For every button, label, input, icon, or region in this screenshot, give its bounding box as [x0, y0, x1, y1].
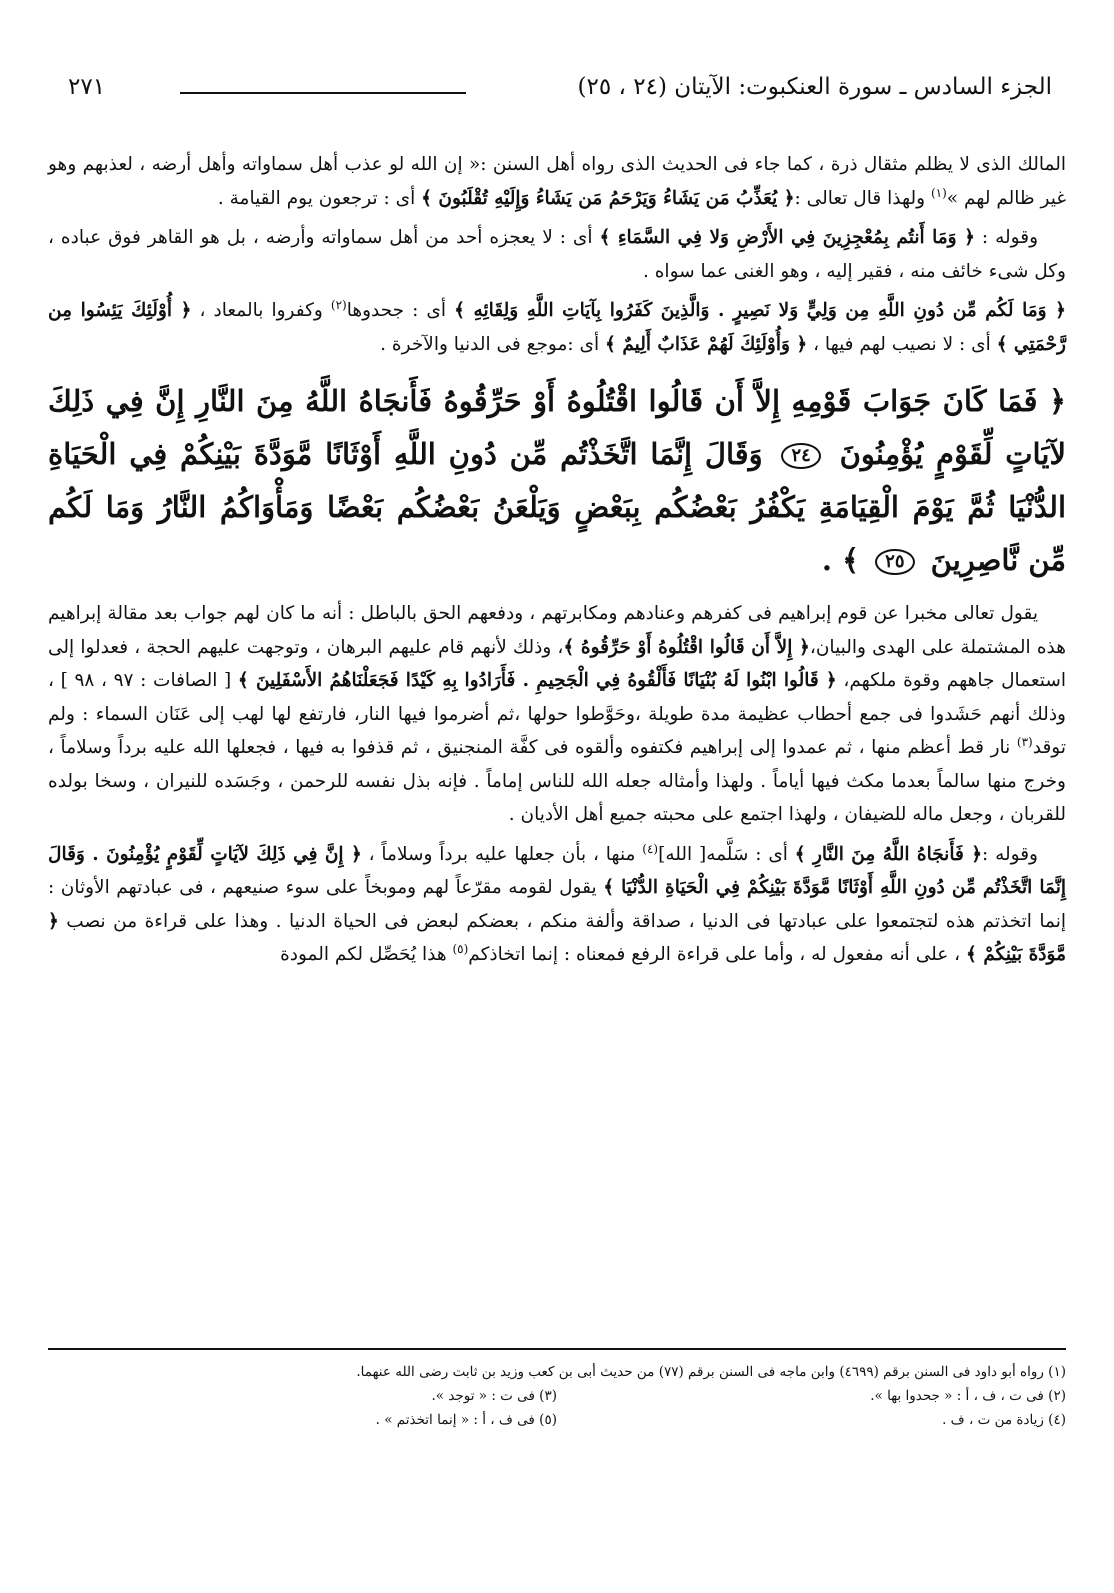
footnote-ref: (٤)	[642, 841, 659, 856]
quran-quote: قَالُوا ابْنُوا لَهُ بُنْيَانًا فَأَلْقُوهُ فِي الْجَحِيمِ . فَأَرَادُوا بِهِ كَيْدًا فَجَعَلْنَاهُمُ الأَسْفَلِينَ	[248, 670, 826, 691]
ayah-number: ٢٥	[875, 549, 914, 575]
ornate-bracket: ﴿	[1049, 384, 1066, 418]
ornate-bracket: ﴾	[563, 636, 575, 658]
ornate-bracket: ﴾	[454, 300, 465, 321]
ornate-bracket: ﴿	[825, 670, 837, 691]
text-run: أى : لا نصيب لهم فيها ،	[807, 333, 997, 355]
footnote-row-2	[48, 1384, 1066, 1408]
quran-verse-block	[48, 375, 1066, 587]
footnote-1: (١) رواه أبو داود فى السنن برقم (٤٦٩٩) وابن ماجه فى السنن برقم (٧٧) من حديث أبى بن كعب وزيد بن ثابت رضى الله عنهما.	[356, 1364, 1066, 1380]
ornate-bracket: ﴿	[350, 843, 362, 865]
ornate-bracket: ﴾	[599, 227, 611, 248]
text-run: نار قط أعظم منها ، ثم عمدوا إلى إبراهيم فكتفوه وألقوه فى كفَّة المنجنيق ، ثم قذفوا به فيها ، فجعلها الله عليه برداً وسلاماً ، وخرج منها سالماً بعدما مكث فيها أياماً . ولهذا وأمثاله جعله الله للناس إماماً . فإنه بذل نفسه للرحمن ، وجَسَده للنيران ، وسخا بولده للقربان ، وجعل ماله للضيفان ، ولهذا اجتمع على محبته جميع أهل الأديان .	[48, 737, 1066, 825]
ornate-bracket: ﴿	[799, 636, 810, 658]
ornate-bracket: ﴿	[796, 333, 808, 355]
quran-quote: وَمَا أَنتُم بِمُعْجِزِينَ فِي الأَرْضِ وَلا فِي السَّمَاءِ	[610, 227, 965, 248]
text-run: .	[821, 543, 843, 577]
commentary-2	[48, 838, 1066, 972]
footnote-ref: (١)	[930, 185, 947, 200]
paragraph-1	[48, 148, 1066, 215]
text-run: منها ، بأن جعلها عليه برداً وسلاماً ،	[361, 843, 643, 865]
quran-quote: أُوْلَئِكَ يَئِسُوا مِن رَّحْمَتِي	[48, 300, 1066, 355]
running-title: الجزء السادس ـ سورة العنكبوت: الآيتان (٢٤ ، ٢٥)	[577, 74, 1052, 100]
page-number: ٢٧١	[68, 74, 106, 100]
text-run: وكفروا بالمعاد ،	[191, 300, 331, 321]
ornate-bracket: ﴾	[996, 333, 1008, 355]
footnote-ref: (٥)	[452, 941, 469, 956]
quran-quote: مَّوَدَّةَ بَيْنِكُمْ	[976, 944, 1066, 965]
text-run: يقول لقومه مقرّعاً لهم وموبخاً على سوء صنيعهم ، فى عبادتهم الأوثان : إنما اتخذتم هذه لتجتمعوا على عبادتها فى الدنيا ، صداقة وألفة منكم ، بعضكم لبعض فى الحياة الدنيا . وهذا على قراءة من نصب	[48, 877, 1066, 932]
paragraph-2	[48, 221, 1066, 288]
quran-quote: وَأُوْلَئِكَ لَهُمْ عَذَابٌ أَلِيمٌ	[615, 333, 797, 355]
text-run: أى : لا يعجزه أحد من أهل سماواته وأرضه ، بل هو القاهر فوق عباده ، وكل شىء خائف منه ، فقير إليه ، وهو الغنى عما سواه .	[48, 227, 1066, 282]
ornate-bracket: ﴿	[964, 227, 975, 248]
ornate-bracket: ﴿	[783, 187, 795, 209]
header-rule	[180, 92, 466, 94]
footnotes	[48, 1348, 1066, 1432]
text-run: أى :موجع فى الدنيا والآخرة .	[380, 333, 606, 355]
ornate-bracket: ﴾	[966, 944, 977, 965]
text-run: هذا يُحَصِّل لكم المودة	[280, 944, 453, 965]
text-run: أى : سَلَّمه[ الله]	[658, 843, 795, 865]
footnote-3: (٣) فى ت : « توجد ».	[431, 1388, 557, 1404]
footnote-row-3	[48, 1408, 1066, 1432]
paragraph-3	[48, 294, 1066, 361]
body-text	[48, 148, 1066, 978]
quran-quote: فَأَنجَاهُ اللَّهُ مِنَ النَّارِ	[805, 843, 972, 865]
ornate-bracket: ﴾	[603, 877, 615, 898]
ornate-bracket: ﴿	[971, 843, 983, 865]
ornate-bracket: ﴾	[794, 843, 806, 865]
commentary-1	[48, 597, 1066, 832]
ornate-bracket: ﴿	[1055, 300, 1066, 321]
footnote-ref: (٣)	[1016, 734, 1033, 749]
text-run: ، وذلك لأنهم قام عليهم البرهان ، وتوجهت عليهم الحجة ، فعدلوا إلى استعمال جاههم وقوة ملكهم،	[48, 636, 1067, 691]
quran-quote: يُعَذِّبُ مَن يَشَاءُ وَيَرْحَمُ مَن يَشَاءُ وَإِلَيْهِ تُقْلَبُونَ	[431, 187, 784, 209]
ornate-bracket: ﴾	[237, 670, 249, 691]
footnote-5: (٥) فى ف ، أ : « إنما اتخذتم » .	[375, 1412, 557, 1428]
footnote-2: (٢) فى ت ، ف ، أ : « جحدوا بها ».	[870, 1388, 1066, 1404]
ornate-bracket: ﴿	[180, 300, 192, 321]
footnote-4: (٤) زيادة من ت ، ف .	[942, 1412, 1066, 1428]
quran-quote: إِنَّ فِي ذَلِكَ لآيَاتٍ لِّقَوْمٍ يُؤْمِنُونَ . وَقَالَ إِنَّمَا اتَّخَذْتُم مِّن دُونِ اللَّهِ أَوْثَانًا مَّوَدَّةَ بَيْنِكُمْ فِي الْحَيَاةِ الدُّنْيَا	[48, 843, 1067, 898]
footnote-ref: (٢)	[330, 297, 347, 312]
ornate-bracket: ﴿	[48, 910, 59, 932]
ornate-bracket: ﴾	[842, 543, 870, 577]
text-run: وقوله :	[974, 227, 1039, 248]
book-page	[48, 0, 1066, 1593]
text-run: يقول تعالى مخبرا عن قوم إبراهيم فى كفرهم وعنادهم ومكابرتهم ، ودفعهم الحق بالباطل : أنه ما كان لهم جواب بعد مقالة إبراهيم هذه المشتملة على الهدى والبيان،	[48, 603, 1066, 658]
ornate-bracket: ﴾	[421, 187, 432, 209]
quran-quote: إِلاَّ أَن قَالُوا اقْتُلُوهُ أَوْ حَرِّقُوهُ	[574, 636, 800, 658]
ayah-number: ٢٤	[781, 443, 820, 469]
text-run: أى : جحدوها	[346, 300, 455, 321]
quran-quote: فَمَا كَانَ جَوَابَ قَوْمِهِ إِلاَّ أَن قَالُوا اقْتُلُوهُ أَوْ حَرِّقُوهُ فَأَنجَاهُ اللَّهُ مِنَ النَّارِ إِنَّ فِي ذَلِكَ لآيَاتٍ لِّقَوْمٍ يُؤْمِنُونَ	[48, 384, 1067, 471]
quran-quote: وَمَا لَكُم مِّن دُونِ اللَّهِ مِن وَلِيٍّ وَلا نَصِيرٍ . وَالَّذِينَ كَفَرُوا بِآيَاتِ اللَّهِ وَلِقَائِهِ	[464, 300, 1056, 321]
ornate-bracket: ﴾	[605, 333, 616, 355]
text-run: وقوله :	[982, 843, 1038, 865]
text-run: ، على أنه مفعول له ، وأما على قراءة الرفع فمعناه : إنما اتخاذكم	[468, 944, 967, 965]
text-run: المالك الذى لا يظلم مثقال ذرة ، كما جاء فى الحديث الذى رواه أهل السنن :« إن الله لو عذب أهل سماواته وأهل أرضه ، لعذبهم وهو غير ظالم لهم »	[48, 154, 1066, 209]
page-header	[48, 70, 1066, 110]
text-run: [ الصافات : ٩٧ ، ٩٨ ] ، وذلك أنهم حَشَدوا فى جمع أحطاب عظيمة مدة طويلة ،وحَوَّطوا حولها ،ثم أضرموا فيها النار، فارتفع لها لهب إلى عَنَان السماء : ولم توقد	[48, 670, 1066, 758]
text-run: أى : ترجعون يوم القيامة .	[217, 187, 422, 209]
quran-quote: وَقَالَ إِنَّمَا اتَّخَذْتُم مِّن دُونِ اللَّهِ أَوْثَانًا مَّوَدَّةَ بَيْنِكُمْ فِي الْحَيَاةِ الدُّنْيَا ثُمَّ يَوْمَ الْقِيَامَةِ يَكْفُرُ بَعْضُكُم بِبَعْضٍ وَيَلْعَنُ بَعْضُكُم بَعْضًا وَمَأْوَاكُمُ النَّارُ وَمَا لَكُم مِّن نَّاصِرِينَ	[48, 437, 1066, 577]
text-run: ولهذا قال تعالى :	[794, 187, 931, 209]
